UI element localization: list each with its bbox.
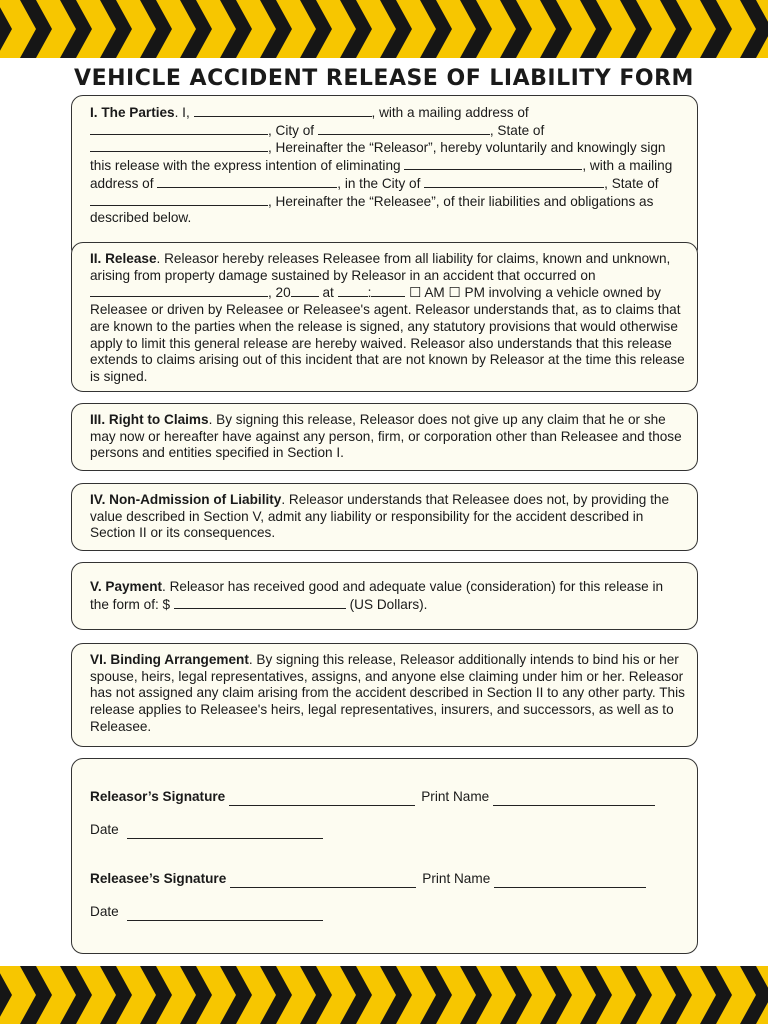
release-text: ☐ AM ☐ PM involving a vehicle owned by Releasee or driven by Releasee or Releasee's agent. Releasor understands that, as to claims that are known to the parties when the release is signed, any statutory provisions that would otherwise apply to limit this general release are hereby waived. Releasor also understands that this release extends to claims arising out of this incident that are not known by Releasor at the time this release is signed. [90, 285, 685, 384]
releasor-signature-row [90, 789, 655, 806]
release-text: at [322, 285, 334, 301]
releasee-print-name-label: Print Name [422, 871, 491, 886]
parties-text: sign this release with the express intention of eliminating [90, 140, 666, 174]
accident-hour-field[interactable] [338, 284, 368, 297]
releasor-name-field[interactable] [194, 104, 372, 117]
parties-text: , Hereinafter the “Releasor”, hereby voluntarily and knowingly [268, 140, 637, 156]
parties-text: , City of [268, 122, 315, 138]
releasor-signature-label: Releasor’s Signature [90, 789, 226, 804]
accident-date-field[interactable] [90, 284, 268, 297]
releasee-date-field[interactable] [127, 907, 323, 921]
releasor-date-field[interactable] [127, 825, 323, 839]
accident-minute-field[interactable] [371, 284, 405, 297]
releasee-date-label: Date [90, 904, 119, 919]
parties-text: , Hereinafter the [268, 193, 366, 209]
releasee-state-field[interactable] [90, 193, 268, 206]
bottom-hazard-stripe [0, 966, 768, 1024]
payment-text: . Releasor has received good and adequate value (consideration) for this release in the form of: $ [90, 579, 664, 612]
release-text: , 20 [268, 285, 291, 301]
parties-heading: I. The Parties [90, 105, 175, 120]
parties-text: , [582, 158, 587, 174]
parties-text: , with a mailing address of [371, 105, 529, 120]
parties-text: “Releasee”, of their liabilities and obligations as described below. [90, 193, 654, 226]
releasor-print-name-field[interactable] [493, 792, 655, 806]
releasee-address-field[interactable] [157, 175, 337, 188]
releasor-signature-field[interactable] [229, 792, 415, 806]
release-text: . Releasor hereby releases Releasee from all liability for claims, known and unknown, arising from property damage sustained by Releasor in an accident that occurred on [90, 251, 671, 283]
releasor-date-row [90, 822, 323, 839]
accident-year-field[interactable] [291, 284, 319, 297]
payment-text: (US Dollars). [349, 596, 428, 612]
releasor-print-name-label: Print Name [421, 789, 490, 804]
nonadmission-text: . Releasor understands that Releasee does not, by providing the value described in Section V, admit any liability or responsibility for the accident described in Section II or its consequences. [90, 492, 670, 541]
section-binding-arrangement [71, 643, 698, 747]
hazard-stripe-bottom-graphic [0, 966, 768, 1024]
parties-text: , State of [604, 175, 659, 191]
parties-text: . I, [174, 105, 190, 120]
releasee-signature-label: Releasee’s Signature [90, 871, 227, 886]
claims-heading: III. Right to Claims [90, 412, 209, 427]
signature-block [71, 758, 698, 954]
releasee-name-field[interactable] [404, 157, 582, 170]
parties-text: , State of [489, 122, 545, 138]
section-parties [71, 95, 698, 260]
section-release [71, 242, 698, 392]
hazard-stripe-top-graphic [0, 0, 768, 58]
parties-text: with a mailing address of [90, 158, 673, 191]
section-right-to-claims [71, 403, 698, 471]
payment-heading: V. Payment [90, 579, 163, 594]
page-title: VEHICLE ACCIDENT RELEASE OF LIABILITY FORM [74, 66, 694, 91]
binding-text: . By signing this release, Releasor additionally intends to bind his or her spouse, heirs, legal representatives, assigns, and anyone else claiming under him or her. Releasor has not assigned any claim arising from the accident described in Section II to any other party. This release applies to Releasee's heirs, legal representatives, insurers, and successors, as well as to Releasee. [90, 652, 685, 734]
nonadmission-heading: IV. Non-Admission of Liability [90, 492, 282, 507]
releasor-state-field[interactable] [90, 139, 268, 152]
releasor-date-label: Date [90, 822, 119, 837]
section-non-admission [71, 483, 698, 551]
payment-amount-field[interactable] [174, 596, 346, 609]
section-payment [71, 562, 698, 630]
top-hazard-stripe [0, 0, 768, 58]
releasee-signature-field[interactable] [230, 874, 416, 888]
releasor-address-field[interactable] [90, 122, 268, 135]
releasor-city-field[interactable] [318, 122, 490, 135]
releasee-print-name-field[interactable] [494, 874, 646, 888]
claims-text: . By signing this release, Releasor does not give up any claim that he or she may now or hereafter have against any person, firm, or corporation other than Releasee and those persons and entities specified in Section I. [90, 412, 682, 461]
parties-text: , in the City of [337, 175, 421, 191]
releasee-signature-row [90, 871, 646, 888]
releasee-city-field[interactable] [424, 175, 604, 188]
release-heading: II. Release [90, 251, 157, 266]
binding-heading: VI. Binding Arrangement [90, 652, 249, 667]
releasee-date-row [90, 904, 323, 921]
release-text: : [367, 285, 372, 301]
